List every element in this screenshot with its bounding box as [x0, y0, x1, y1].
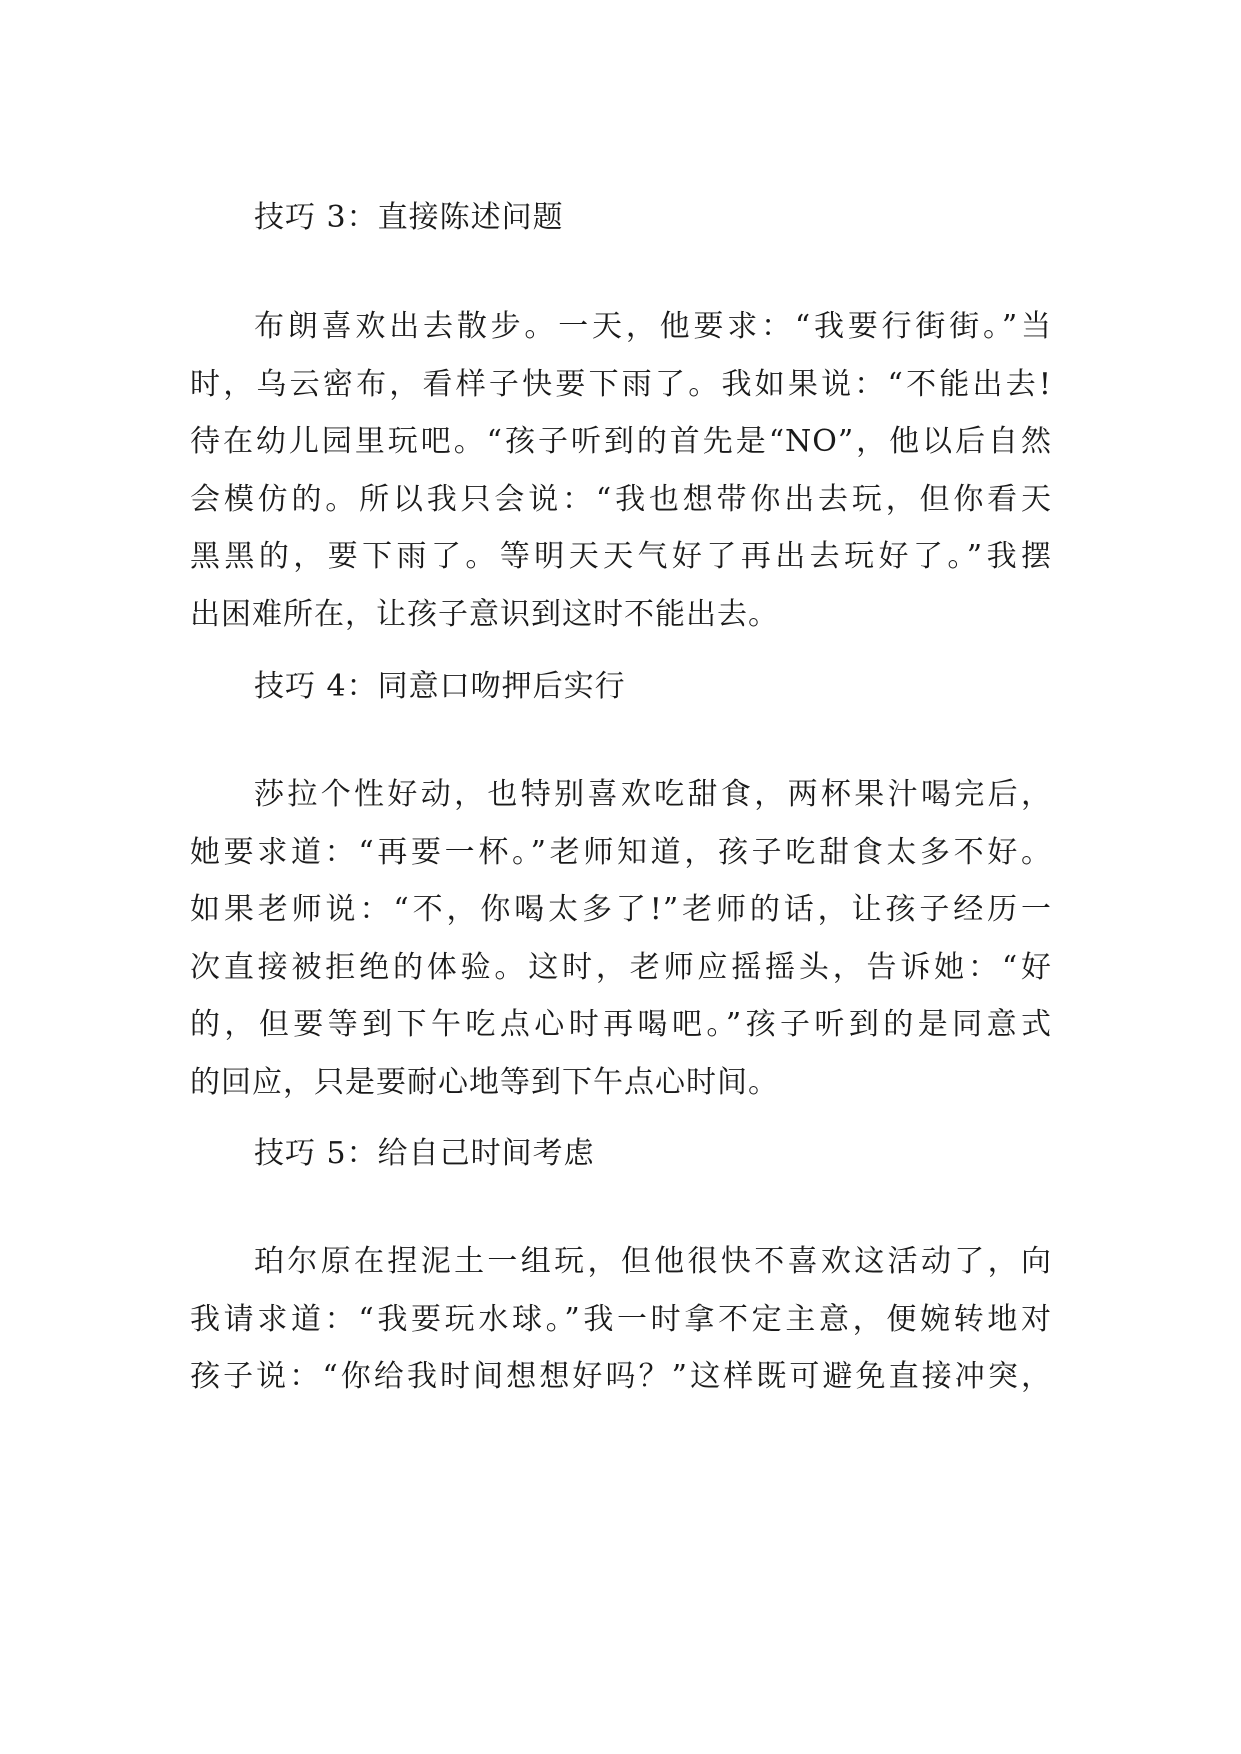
- paragraph-tip-3: [190, 298, 1052, 643]
- paragraph-line: 的，但要等到下午吃点心时再喝吧。”孩子听到的是同意式: [190, 1007, 1052, 1042]
- paragraph-line: 待在幼儿园里玩吧。“孩子听到的首先是“NO”，他以后自然: [190, 424, 1052, 459]
- paragraph-line: 出困难所在，让孩子意识到这时不能出去。: [190, 596, 779, 632]
- paragraph-line: 我请求道：“我要玩水球。”我一时拿不定主意，便婉转地对: [190, 1301, 1052, 1337]
- paragraph-line: 如果老师说：“不，你喝太多了!”老师的话，让孩子经历一: [190, 892, 1052, 927]
- section-heading-tip-3: 技巧 3：直接陈述问题: [254, 200, 564, 235]
- section-heading-tip-5: 技巧 5：给自己时间考虑: [254, 1136, 595, 1171]
- paragraph-tip-4: [190, 766, 1052, 1111]
- paragraph-line: 时，乌云密布，看样子快要下雨了。我如果说：“不能出去!: [190, 366, 1052, 402]
- paragraph-line: 孩子说：“你给我时间想想好吗？”这样既可避免直接冲突，: [190, 1359, 1052, 1394]
- paragraph-line: 会模仿的。所以我只会说：“我也想带你出去玩，但你看天: [190, 481, 1052, 517]
- paragraph-line: 黑黑的，要下雨了。等明天天气好了再出去玩好了。”我摆: [190, 539, 1052, 574]
- paragraph-line: 莎拉个性好动，也特别喜欢吃甜食，两杯果汁喝完后，: [254, 777, 1052, 812]
- paragraph-line: 珀尔原在捏泥土一组玩，但他很快不喜欢这活动了，向: [254, 1244, 1052, 1279]
- section-heading-tip-4: 技巧 4：同意口吻押后实行: [254, 669, 626, 704]
- paragraph-tip-5: [190, 1233, 1052, 1406]
- paragraph-line: 她要求道：“再要一杯。”老师知道，孩子吃甜食太多不好。: [190, 834, 1052, 870]
- paragraph-line: 的回应，只是要耐心地等到下午点心时间。: [190, 1064, 779, 1100]
- paragraph-line: 次直接被拒绝的体验。这时，老师应摇摇头，告诉她：“好: [190, 949, 1052, 985]
- paragraph-line: 布朗喜欢出去散步。一天，他要求：“我要行街街。”当: [254, 309, 1052, 344]
